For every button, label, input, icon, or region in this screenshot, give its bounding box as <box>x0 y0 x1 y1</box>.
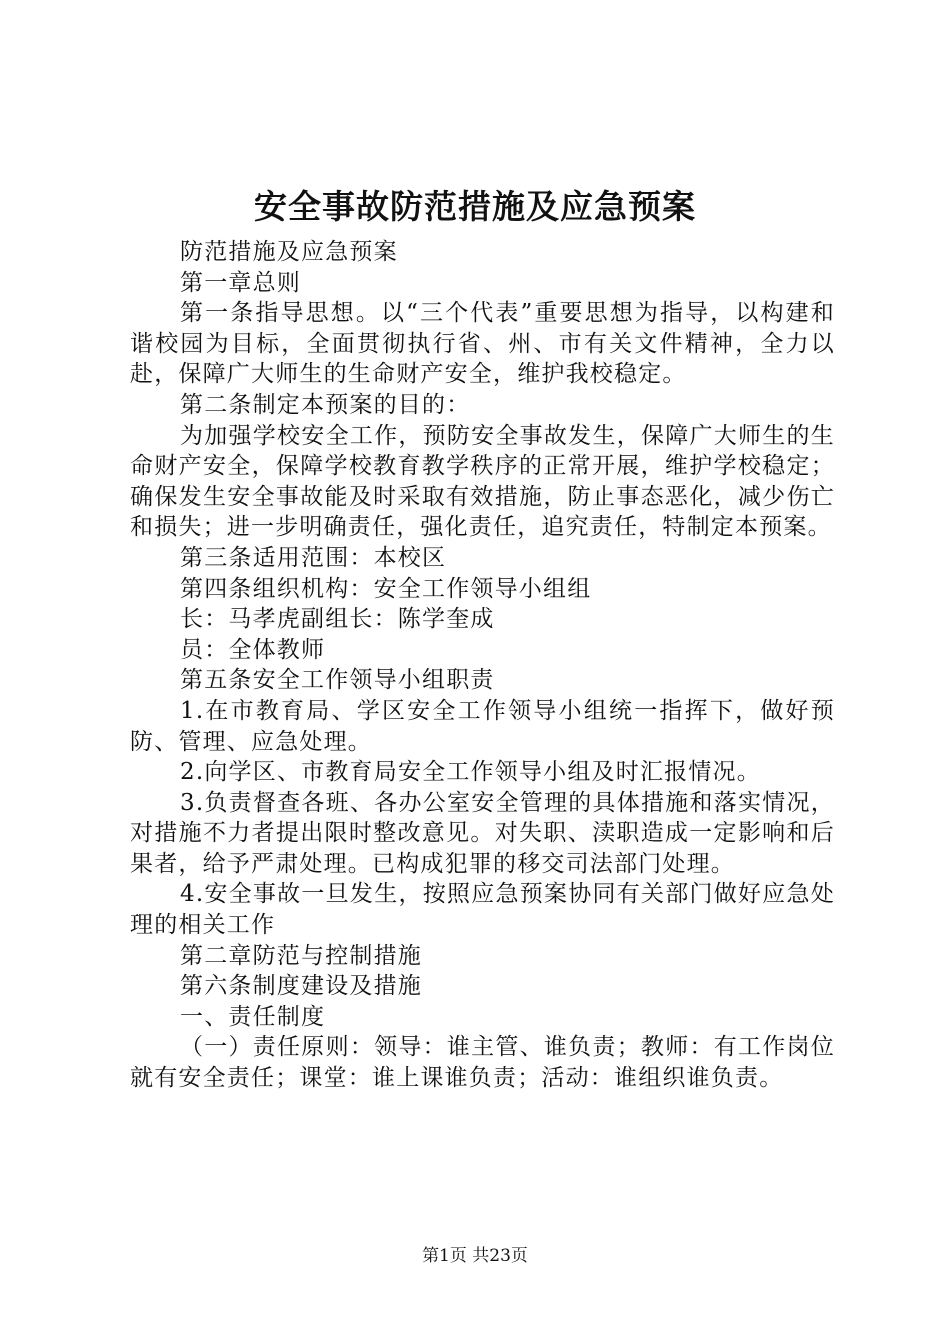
paragraph: 防范措施及应急预案 <box>180 239 398 265</box>
document-body <box>130 237 835 1094</box>
list-item: 3.负责督查各班、各办公室安全管理的具体措施和落实情况，对措施不力者提出限时整改意见。对失职、渎职造成一定影响和后果者，给予严肃处理。已构成犯罪的移交司法部门处理。 <box>130 789 835 877</box>
paragraph: 员：全体教师 <box>180 636 326 663</box>
paragraph: 第四条组织机构：安全工作领导小组组 <box>180 575 592 602</box>
list-item: 2.向学区、市教育局安全工作领导小组及时汇报情况。 <box>180 759 761 786</box>
paragraph: 第三条适用范围：本校区 <box>180 544 447 571</box>
paragraph: 第二条制定本预案的目的： <box>180 391 471 418</box>
paragraph: 一、责任制度 <box>180 1003 326 1030</box>
list-item: 4.安全事故一旦发生，按照应急预案协同有关部门做好应急处理的相关工作 <box>130 881 835 939</box>
list-item: 1.在市教育局、学区安全工作领导小组统一指挥下，做好预防、管理、应急处理。 <box>130 697 835 755</box>
document-title: 安全事故防范措施及应急预案 <box>254 187 696 226</box>
paragraph: 第一条指导思想。以“三个代表”重要思想为指导，以构建和谐校园为目标，全面贯彻执行省、州、市有关文件精神，全力以赴，保障广大师生的生命财产安全，维护我校稳定。 <box>130 300 835 388</box>
paragraph: 第六条制度建设及措施 <box>180 973 422 1000</box>
paragraph: 第五条安全工作领导小组职责 <box>180 667 495 694</box>
paragraph: 为加强学校安全工作，预防安全事故发生，保障广大师生的生命财产安全，保障学校教育教学秩序的正常开展，维护学校稳定；确保发生安全事故能及时采取有效措施，防止事态恶化，减少伤亡和损失；进一步明确责任，强化责任，追究责任，特制定本预案。 <box>130 422 835 541</box>
chapter-heading: 第二章防范与控制措施 <box>180 942 422 969</box>
paragraph: 长：马孝虎副组长：陈学奎成 <box>180 606 495 633</box>
paragraph: （一）责任原则：领导：谁主管、谁负责；教师：有工作岗位就有安全责任；课堂：谁上课谁负责；活动：谁组织谁负责。 <box>130 1034 835 1092</box>
page-number-footer: 第1页 共23页 <box>422 1246 528 1266</box>
chapter-heading: 第一章总则 <box>180 269 301 296</box>
